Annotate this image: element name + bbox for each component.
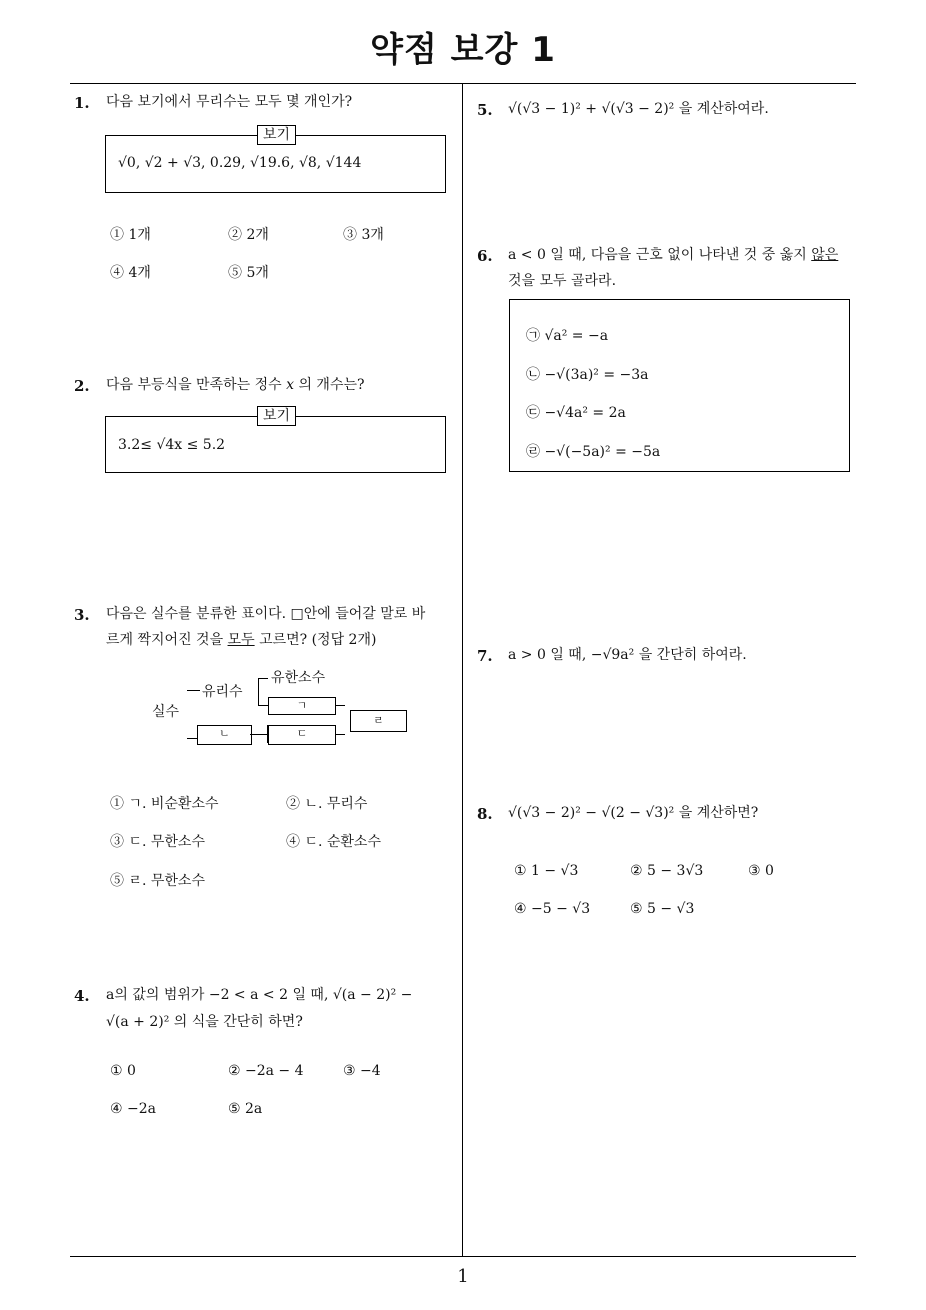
option-1[interactable]: ① 0 <box>110 1063 136 1079</box>
instruction: 을 계산하여라. <box>678 101 769 117</box>
example-box-label: 보기 <box>257 406 296 426</box>
line-2-end: 고르면? (정답 2개) <box>259 632 377 648</box>
option-1[interactable]: ① 1개 <box>110 227 151 243</box>
tree-link-c <box>335 734 345 735</box>
line-2-start: 르게 짝지어진 것을 <box>106 632 224 648</box>
question-number: 8. <box>477 805 493 823</box>
statement-4[interactable]: ㉣ −√(−5a)² = −5a <box>526 444 661 460</box>
option-4[interactable]: ④ −5 − √3 <box>514 901 591 917</box>
tree-irrational-line-left <box>187 738 197 739</box>
instruction: 을 계산하면? <box>678 805 759 821</box>
option-3[interactable]: ③ 0 <box>748 863 774 879</box>
question-text-after: 의 개수는? <box>298 377 365 393</box>
line-1-start: a < 0 일 때, 다음을 근호 없이 나타낸 것 중 옳지 <box>508 247 807 263</box>
question-text-line-2 <box>106 627 376 653</box>
question-number: 5. <box>477 101 493 119</box>
emphasis-all: 모두 <box>227 632 255 648</box>
tree-link-a <box>335 705 345 706</box>
option-2[interactable]: ② 2개 <box>228 227 269 243</box>
tree-bracket <box>258 678 259 706</box>
question-text: 다음 보기에서 무리수는 모두 몇 개인가? <box>106 94 353 110</box>
option-4[interactable]: ④ ㄷ. 순환소수 <box>286 834 381 850</box>
question-number: 4. <box>74 987 90 1005</box>
tree-box-a: ㄱ <box>268 697 336 715</box>
question-text-line-1: a의 값의 범위가 −2 < a < 2 일 때, √(a − 2)² − <box>106 987 413 1003</box>
question-text-line-1: 다음은 실수를 분류한 표이다. □안에 들어갈 말로 바 <box>106 606 426 622</box>
variable-x: x <box>286 377 294 393</box>
option-2[interactable]: ② −2a − 4 <box>228 1063 304 1079</box>
option-1[interactable]: ① 1 − √3 <box>514 863 579 879</box>
bottom-rule <box>70 1256 856 1257</box>
tree-box-b: ㄴ <box>197 725 252 745</box>
question-number: 6. <box>477 247 493 265</box>
emphasis-not: 않은 <box>811 247 839 263</box>
option-5[interactable]: ⑤ ㄹ. 무한소수 <box>110 873 205 889</box>
question-text <box>106 372 365 398</box>
tree-branch-line <box>187 690 200 691</box>
page-title: 약점 보강 1 <box>370 30 556 70</box>
option-4[interactable]: ④ 4개 <box>110 265 151 281</box>
tree-root-real: 실수 <box>152 704 180 720</box>
question-number: 2. <box>74 377 90 395</box>
tree-box-d: ㄹ <box>350 710 407 732</box>
question-number: 3. <box>74 606 90 624</box>
question-number: 7. <box>477 647 493 665</box>
option-5[interactable]: ⑤ 2a <box>228 1101 263 1117</box>
top-rule <box>70 83 856 84</box>
option-5[interactable]: ⑤ 5 − √3 <box>630 901 695 917</box>
tree-rational: 유리수 <box>202 684 243 700</box>
question-text <box>508 800 758 826</box>
question-text: a > 0 일 때, −√9a² 을 간단히 하여라. <box>508 647 747 663</box>
column-divider <box>462 83 463 1257</box>
tree-finite: 유한소수 <box>271 670 326 686</box>
page-number: 1 <box>457 1266 469 1287</box>
question-number: 1. <box>74 94 90 112</box>
option-2[interactable]: ② 5 − 3√3 <box>630 863 704 879</box>
example-box-content: √0, √2 + √3, 0.29, √19.6, √8, √144 <box>118 155 362 171</box>
example-box-label: 보기 <box>257 125 296 145</box>
question-text-before: 다음 부등식을 만족하는 정수 <box>106 377 282 393</box>
example-box-content: 3.2≤ √4x ≤ 5.2 <box>118 437 226 453</box>
statement-1[interactable]: ㉠ √a² = −a <box>526 328 609 344</box>
option-5[interactable]: ⑤ 5개 <box>228 265 269 281</box>
tree-bracket-bottom <box>258 705 268 706</box>
statement-3[interactable]: ㉢ −√4a² = 2a <box>526 405 626 421</box>
tree-link-b <box>250 734 268 735</box>
option-1[interactable]: ① ㄱ. 비순환소수 <box>110 796 219 812</box>
question-text <box>508 96 769 122</box>
question-text-line-1 <box>508 242 838 268</box>
question-text-line-2: 것을 모두 골라라. <box>508 273 617 289</box>
option-4[interactable]: ④ −2a <box>110 1101 156 1117</box>
option-2[interactable]: ② ㄴ. 무리수 <box>286 796 368 812</box>
option-3[interactable]: ③ ㄷ. 무한소수 <box>110 834 205 850</box>
tree-bracket-top <box>258 678 268 679</box>
option-3[interactable]: ③ −4 <box>343 1063 381 1079</box>
question-text-line-2: √(a + 2)² 의 식을 간단히 하면? <box>106 1014 303 1030</box>
expression: √(√3 − 2)² − √(2 − √3)² <box>508 805 675 821</box>
statement-2[interactable]: ㉡ −√(3a)² = −3a <box>526 367 649 383</box>
expression: √(√3 − 1)² + √(√3 − 2)² <box>508 101 675 117</box>
option-3[interactable]: ③ 3개 <box>343 227 384 243</box>
tree-box-c: ㄷ <box>268 725 336 745</box>
